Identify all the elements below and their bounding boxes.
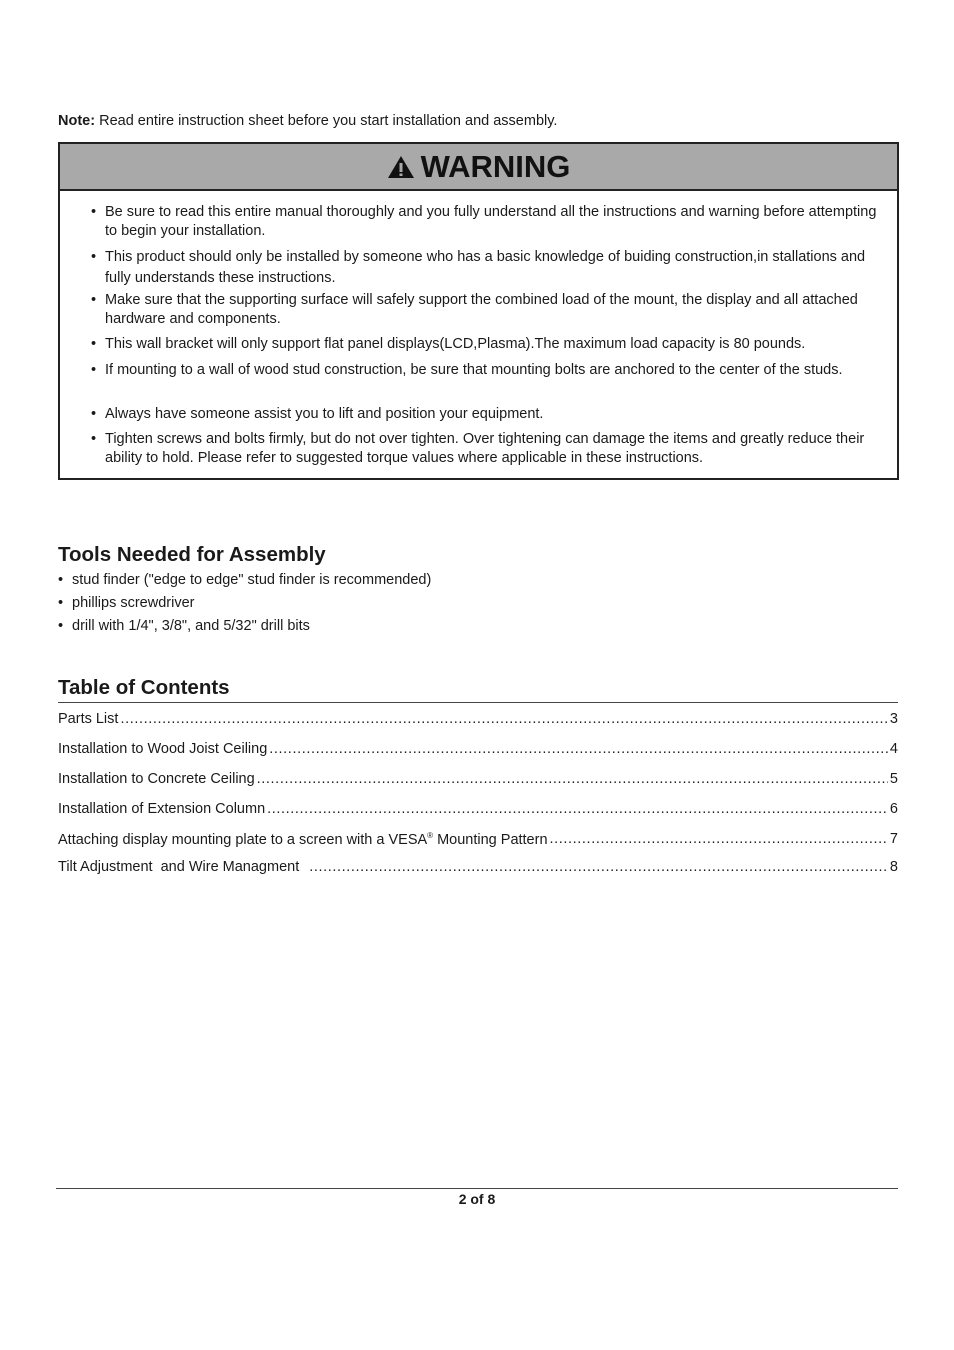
- bullet: •: [91, 431, 97, 447]
- toc-entry-title-rest: Mounting Pattern: [433, 831, 548, 848]
- bullet: •: [91, 204, 97, 220]
- toc-entry-page: 5: [889, 771, 898, 787]
- warning-item-text: This wall bracket will only support flat panel displays(LCD,Plasma).The maximum load capacity is 80 pounds.: [105, 336, 806, 352]
- toc-entry[interactable]: [58, 741, 898, 757]
- toc-entry-page: 7: [889, 831, 898, 847]
- bullet: •: [91, 249, 97, 265]
- page-number: 2 of 8: [458, 1191, 496, 1207]
- warning-header: [60, 144, 897, 191]
- toc-divider: [58, 702, 898, 703]
- warning-item-text: Be sure to read this entire manual thoroughly and you fully understand all the instructions and warning before attempting to begin your installation.: [105, 204, 877, 239]
- toc-entry-title: Installation of Extension Column: [58, 801, 266, 817]
- toc-entry[interactable]: [58, 771, 898, 787]
- tool-item: [58, 595, 431, 618]
- warning-title: WARNING: [420, 148, 571, 184]
- note-label: Note:: [58, 113, 96, 129]
- bullet: •: [91, 336, 97, 352]
- toc-entry[interactable]: [58, 859, 898, 875]
- warning-item-text: Always have someone assist you to lift and position your equipment.: [105, 406, 544, 422]
- footer-divider: [56, 1188, 898, 1189]
- warning-item: [91, 430, 890, 468]
- warning-item: [91, 361, 890, 380]
- toc-entry-page: 6: [889, 801, 898, 817]
- bullet: •: [58, 618, 64, 634]
- warning-item: [91, 203, 890, 241]
- toc-leader: [550, 831, 888, 848]
- tool-item-text: phillips screwdriver: [72, 595, 195, 611]
- toc-leader: [257, 771, 888, 787]
- toc-leader: [309, 859, 888, 875]
- note: [58, 113, 557, 129]
- registered-mark: ®: [427, 831, 434, 840]
- bullet: •: [91, 292, 97, 308]
- toc-entry[interactable]: [58, 801, 898, 817]
- bullet: •: [91, 362, 97, 378]
- bullet: •: [58, 595, 64, 611]
- toc-leader: [120, 711, 887, 727]
- warning-item-text: This product should only be installed by someone who has a basic knowledge of buiding construction,in stallations and fully understands these instructions.: [105, 249, 866, 286]
- warning-item-text: Make sure that the supporting surface will safely support the combined load of the mount, the display and all attached hardware and components.: [105, 292, 858, 327]
- toc-entry-page: 3: [889, 711, 898, 727]
- bullet: •: [91, 406, 97, 422]
- tool-item-text: drill with 1/4", 3/8", and 5/32" drill bits: [72, 618, 310, 634]
- warning-item: [91, 335, 890, 354]
- warning-item: [91, 291, 890, 329]
- toc-entry-page: 8: [889, 859, 898, 875]
- warning-triangle-icon: [387, 155, 415, 179]
- toc-leader: [267, 801, 888, 817]
- toc-entry-title: Installation to Wood Joist Ceiling: [58, 741, 268, 757]
- toc-entry-title: Installation to Concrete Ceiling: [58, 771, 255, 787]
- toc-entry[interactable]: [58, 711, 898, 727]
- warning-box: [58, 142, 899, 480]
- toc-leader: [269, 741, 888, 757]
- warning-item-text: If mounting to a wall of wood stud construction, be sure that mounting bolts are anchored to the center of the studs.: [105, 362, 843, 378]
- tools-heading: Tools Needed for Assembly: [58, 543, 326, 566]
- toc-entry-title: Tilt Adjustment and Wire Managment: [58, 859, 300, 875]
- warning-item: [91, 247, 890, 289]
- toc-heading: Table of Contents: [58, 676, 230, 699]
- warning-item-text: Tighten screws and bolts firmly, but do not over tighten. Over tightening can damage the items and greatly reduce their ability to hold. Please refer to suggested torque values where applicable in these instructions.: [105, 431, 865, 466]
- tool-item: [58, 572, 431, 595]
- toc-entry-title: [58, 831, 548, 848]
- toc-entry-title: Parts List: [58, 711, 119, 727]
- tools-list: [58, 572, 431, 641]
- tool-item: [58, 618, 431, 641]
- note-text: Read entire instruction sheet before you start installation and assembly.: [99, 113, 558, 129]
- toc-entry-title-main: Attaching display mounting plate to a screen with a VESA: [58, 831, 428, 848]
- toc-entry-page: 4: [889, 741, 898, 757]
- bullet: •: [58, 572, 64, 588]
- toc-entry[interactable]: [58, 831, 898, 848]
- tool-item-text: stud finder ("edge to edge" stud finder is recommended): [72, 572, 432, 588]
- warning-item: [91, 405, 890, 424]
